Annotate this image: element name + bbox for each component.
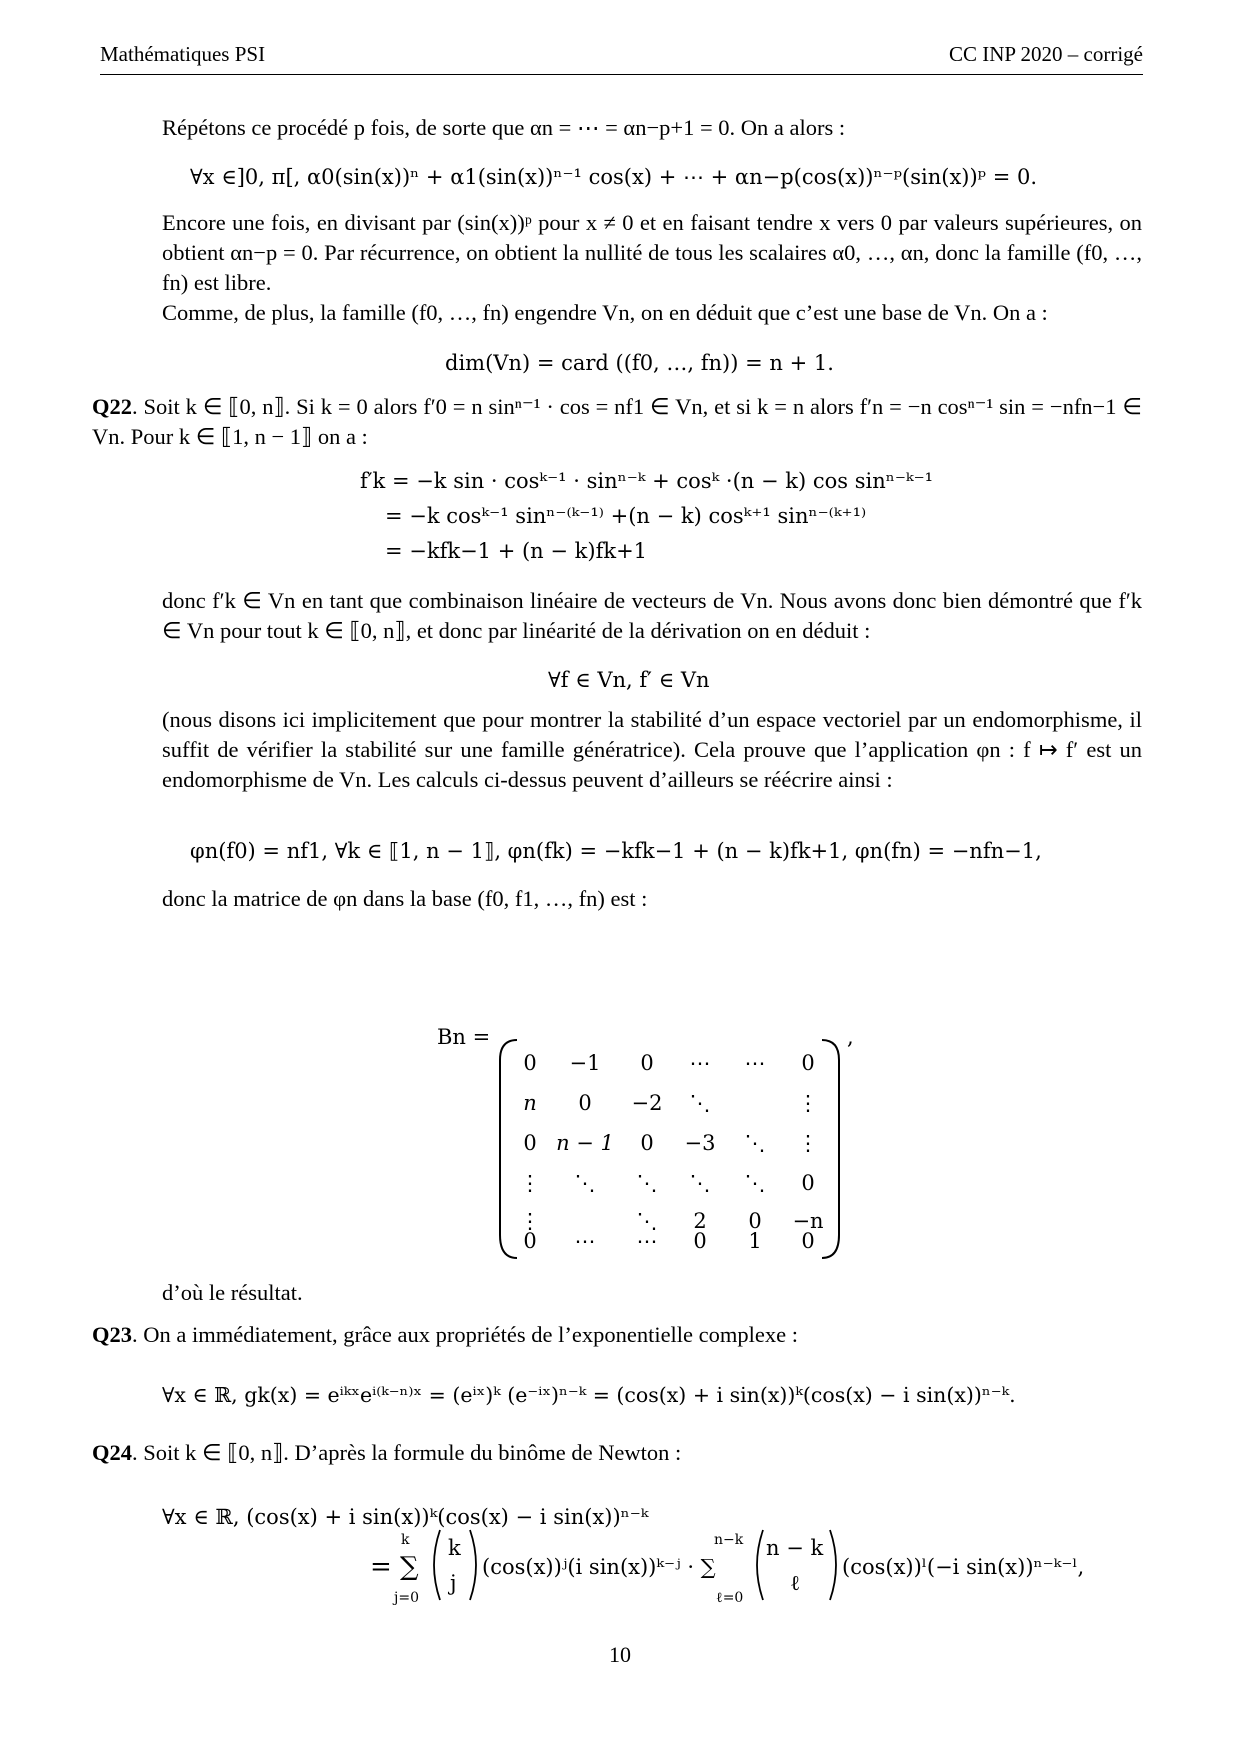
paragraph-induction: Encore une fois, en divisant par (sin(x))ᵖ pour x ≠ 0 et en faisant tendre x vers 0 par valeurs supérieures, on obtient αn−p = 0. Par récurrence, on obtient la nullité de tous les scalaires α0, …, αn, donc la famille (f0, …, fn) est libre. xyxy=(162,210,1142,295)
question-label: Q24 xyxy=(92,1440,133,1465)
binom1-right-paren xyxy=(470,1530,476,1600)
matrix-cell: 0 xyxy=(640,1051,654,1075)
equation-sum-zero: ∀x ∈]0, π[, α0(sin(x))ⁿ + α1(sin(x))ⁿ⁻¹ cos(x) + ⋯ + αn−p(cos(x))ⁿ⁻ᵖ(sin(x))ᵖ = 0. xyxy=(190,165,1038,189)
matrix-cell: ⋱ xyxy=(744,1131,766,1155)
sum2-upper-bound: n−k xyxy=(714,1532,744,1548)
matrix-cell: −3 xyxy=(684,1131,716,1155)
matrix-cell: 0 xyxy=(748,1209,762,1233)
matrix-cell: ⋯ xyxy=(744,1051,766,1075)
equation-phi-images: φn(f0) = nf1, ∀k ∈ ⟦1, n − 1⟧, φn(fk) = −kfk−1 + (n − k)fk+1, φn(fn) = −nfn−1, xyxy=(190,839,1042,863)
paragraph-endomorphism: (nous disons ici implicitement que pour montrer la stabilité d’un espace vectoriel par un endomorphisme, il suffit de vérifier la stabilité sur une famille génératrice). Cela prouve que l’application φn : f ↦ f′ est un endomorphisme de Vn. Les calculs ci-dessus peuvent d’ailleurs se réécrire ainsi : xyxy=(162,707,1142,792)
matrix-cell: 0 xyxy=(523,1131,537,1155)
matrix-trailing-comma: , xyxy=(847,1025,854,1049)
equation-dimension: dim(Vn) = card ((f0, …, fn)) = n + 1. xyxy=(445,351,834,375)
matrix-cell: ⋱ xyxy=(574,1171,596,1195)
matrix-cell: ⋯ xyxy=(636,1229,658,1253)
matrix-cell: ⋱ xyxy=(744,1171,766,1195)
matrix-cell: −2 xyxy=(631,1091,663,1115)
paragraph-repeat: Répétons ce procédé p fois, de sorte que αn = ⋯ = αn−p+1 = 0. On a alors : xyxy=(162,115,846,140)
matrix-cell: ⋱ xyxy=(636,1209,658,1233)
question-text: . On a immédiatement, grâce aux propriétés de l’exponentielle complexe : xyxy=(132,1322,799,1347)
matrix-cell: 0 xyxy=(640,1131,654,1155)
binom2-left-paren xyxy=(757,1530,763,1600)
newton-middle-term: (cos(x))ʲ(i sin(x))ᵏ⁻ʲ · ∑ xyxy=(482,1555,716,1579)
matrix-cell: 0 xyxy=(523,1229,537,1253)
matrix-cell: 0 xyxy=(801,1229,815,1253)
paragraph-matrix-intro: donc la matrice de φn dans la base (f0, f1, …, fn) est : xyxy=(162,886,648,911)
equation-gk: ∀x ∈ ℝ, gk(x) = eⁱᵏˣeⁱ⁽ᵏ⁻ⁿ⁾ˣ = (eⁱˣ)ᵏ (e⁻ⁱˣ)ⁿ⁻ᵏ = (cos(x) + i sin(x))ᵏ(cos(x) − i sin(x))ⁿ⁻ᵏ. xyxy=(162,1383,1016,1407)
matrix-cell: ⋯ xyxy=(574,1229,596,1253)
matrix-cell: 0 xyxy=(578,1091,592,1115)
equation-newton-line1: ∀x ∈ ℝ, (cos(x) + i sin(x))ᵏ(cos(x) − i sin(x))ⁿ⁻ᵏ xyxy=(162,1505,649,1529)
question-label: Q23 xyxy=(92,1322,133,1347)
newton-end-term: (cos(x))ˡ(−i sin(x))ⁿ⁻ᵏ⁻ˡ, xyxy=(842,1555,1085,1579)
page-number: 10 xyxy=(609,1642,631,1667)
equation-derivative-line1: f′k = −k sin · cosᵏ⁻¹ · sinⁿ⁻ᵏ + cosᵏ ·(n − k) cos sinⁿ⁻ᵏ⁻¹ xyxy=(360,469,934,493)
sum2-lower-bound: ℓ=0 xyxy=(716,1590,744,1606)
paragraph-conclusion: d’où le résultat. xyxy=(162,1280,303,1305)
question-text: . Soit k ∈ ⟦0, n⟧. Si k = 0 alors f′0 = n sinⁿ⁻¹ · cos = nf1 ∈ Vn, et si k = n alors f′n = −n cosⁿ⁻¹ sin = −nfn−1 ∈ Vn. Pour k ∈ ⟦1, n − 1⟧ on a : xyxy=(92,394,1142,449)
matrix-cell: ⋮ xyxy=(797,1091,819,1115)
matrix-cell: ⋮ xyxy=(519,1171,541,1195)
paragraph-linear-combination: donc f′k ∈ Vn en tant que combinaison linéaire de vecteurs de Vn. Nous avons donc bien démontré que f′k ∈ Vn pour tout k ∈ ⟦0, n⟧, et donc par linéarité de la dérivation on en déduit : xyxy=(162,588,1142,643)
matrix-cell: ⋱ xyxy=(689,1171,711,1195)
matrix-label: Bn = xyxy=(437,1025,491,1049)
binom1-bottom: j xyxy=(450,1571,457,1595)
binom2-right-paren xyxy=(830,1530,836,1600)
binom1-left-paren xyxy=(434,1530,440,1600)
matrix-cell: 1 xyxy=(748,1229,762,1253)
question-label: Q22 xyxy=(92,394,133,419)
matrix-cell: 0 xyxy=(801,1171,815,1195)
matrix-cell: 0 xyxy=(523,1051,537,1075)
header-exam: CC INP 2020 – corrigé xyxy=(948,42,1143,66)
equation-stability: ∀f ∈ Vn, f′ ∈ Vn xyxy=(548,668,710,692)
matrix-cell: ⋮ xyxy=(797,1131,819,1155)
equation-derivative-line2: = −k cosᵏ⁻¹ sinⁿ⁻⁽ᵏ⁻¹⁾ +(n − k) cosᵏ⁺¹ sinⁿ⁻⁽ᵏ⁺¹⁾ xyxy=(385,504,867,528)
header-course: Mathématiques PSI xyxy=(100,42,266,66)
sum1-upper-bound: k xyxy=(401,1532,410,1548)
matrix-cell: 2 xyxy=(693,1209,707,1233)
sum1-lower-bound: j=0 xyxy=(394,1590,419,1606)
binom1-top: k xyxy=(448,1536,461,1560)
matrix-cell: n xyxy=(523,1091,537,1115)
binom2-bottom: ℓ xyxy=(790,1571,801,1595)
equation-derivative-line3: = −kfk−1 + (n − k)fk+1 xyxy=(385,539,648,563)
matrix-cell: −1 xyxy=(569,1051,601,1075)
question-text: . Soit k ∈ ⟦0, n⟧. D’après la formule du binôme de Newton : xyxy=(132,1440,682,1465)
matrix-cell: −n xyxy=(792,1209,824,1233)
matrix-cell: 0 xyxy=(801,1051,815,1075)
matrix-cell: n − 1 xyxy=(556,1131,614,1155)
matrix-cell: ⋱ xyxy=(689,1091,711,1115)
sum-sign-1: = ∑ xyxy=(370,1552,419,1582)
matrix-cell: ⋯ xyxy=(689,1051,711,1075)
matrix-cell: ⋱ xyxy=(636,1171,658,1195)
binom2-top: n − k xyxy=(766,1536,824,1560)
matrix-cell: 0 xyxy=(693,1229,707,1253)
matrix-cell: ⋮ xyxy=(519,1209,541,1233)
paragraph-basis: Comme, de plus, la famille (f0, …, fn) engendre Vn, on en déduit que c’est une base de Vn. On a : xyxy=(162,300,1048,325)
